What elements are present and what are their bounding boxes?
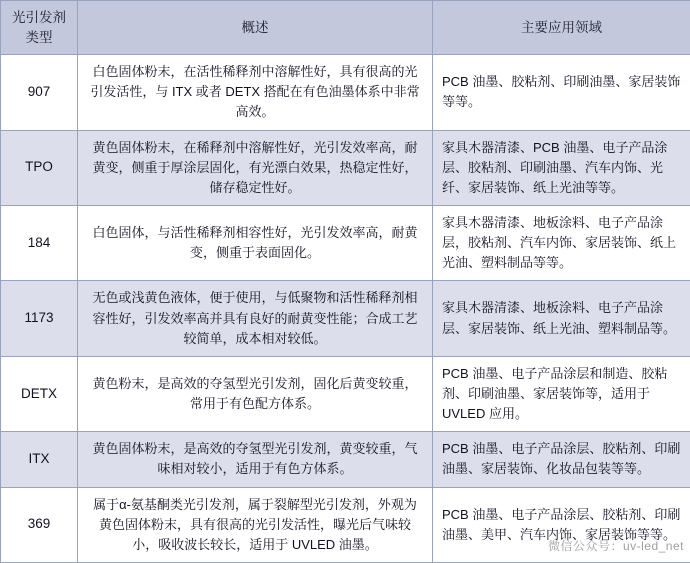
table-row <box>1 432 690 487</box>
cell-description: 无色或浅黄色液体，便于使用，与低聚物和活性稀释剂相容性好，引发效率高并具有良好的耐黄变性能；合成工艺较简单，成本相对较低。 <box>78 281 433 356</box>
table-row <box>1 356 690 431</box>
cell-type: ITX <box>1 432 78 487</box>
header-row <box>1 1 690 55</box>
cell-applications: 家具木器清漆、地板涂料、电子产品涂层、家居装饰、纸上光油、塑料制品等。 <box>433 281 690 356</box>
cell-description: 黄色粉末，是高效的夺氢型光引发剂，固化后黄变较重，常用于有色配方体系。 <box>78 356 433 431</box>
table-row <box>1 487 690 562</box>
column-header-type: 光引发剂 类型 <box>1 1 78 55</box>
cell-description: 白色固体，与活性稀释剂相容性好，光引发效率高，耐黄变，侧重于表面固化。 <box>78 205 433 280</box>
cell-description: 黄色固体粉末，是高效的夺氢型光引发剂，黄变较重，气味相对较小，适用于有色方体系。 <box>78 432 433 487</box>
table-row <box>1 281 690 356</box>
table-row <box>1 130 690 205</box>
table-body <box>1 55 690 563</box>
column-header-applications: 主要应用领域 <box>433 1 690 55</box>
cell-applications: PCB 油墨、胶粘剂、印刷油墨、家居装饰等等。 <box>433 55 690 130</box>
cell-applications: PCB 油墨、电子产品涂层、胶粘剂、印刷油墨、家居装饰、化妆品包装等等。 <box>433 432 690 487</box>
cell-type: 907 <box>1 55 78 130</box>
cell-description: 白色固体粉末，在活性稀释剂中溶解性好，具有很高的光引发活性，与 ITX 或者 DETX 搭配在有色油墨体系中非常高效。 <box>78 55 433 130</box>
cell-type: DETX <box>1 356 78 431</box>
cell-type: 184 <box>1 205 78 280</box>
table-row <box>1 55 690 130</box>
cell-type: TPO <box>1 130 78 205</box>
cell-type: 369 <box>1 487 78 562</box>
cell-applications: 家具木器清漆、地板涂料、电子产品涂层，胶粘剂、汽车内饰、家居装饰、纸上光油、塑料制品等等。 <box>433 205 690 280</box>
cell-applications: PCB 油墨、电子产品涂层、胶粘剂、印刷油墨、美甲、汽车内饰、家居装饰等等。 <box>433 487 690 562</box>
table-row <box>1 205 690 280</box>
watermark-text: 微信公众号：uv-led_net <box>548 537 684 554</box>
cell-applications: PCB 油墨、电子产品涂层和制造、胶粘剂、印刷油墨、家居装饰等，适用于 UVLED 应用。 <box>433 356 690 431</box>
column-header-description: 概述 <box>78 1 433 55</box>
cell-type: 1173 <box>1 281 78 356</box>
cell-description: 属于α-氨基酮类光引发剂，属于裂解型光引发剂，外观为黄色固体粉末，具有很高的光引发活性，曝光后气味较小，吸收波长较长，适用于 UVLED 油墨。 <box>78 487 433 562</box>
cell-applications: 家具木器清漆、PCB 油墨、电子产品涂层、胶粘剂、印刷油墨、汽车内饰、光纤、家居装饰、纸上光油等等。 <box>433 130 690 205</box>
table-header <box>1 1 690 55</box>
cell-description: 黄色固体粉末，在稀释剂中溶解性好，光引发效率高，耐黄变，侧重于厚涂层固化，有光漂白效果，热稳定性好，储存稳定性好。 <box>78 130 433 205</box>
